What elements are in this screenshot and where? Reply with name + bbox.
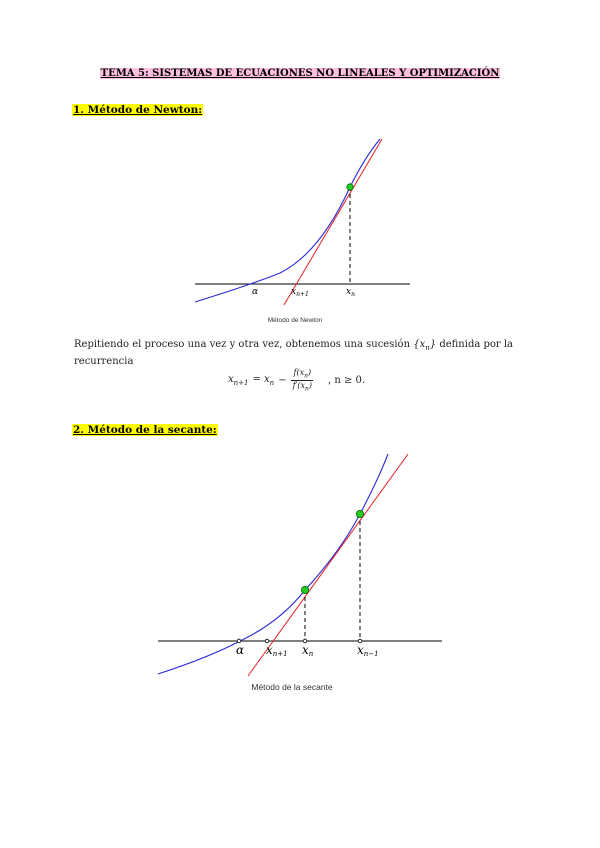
newton-label-alpha: α bbox=[252, 287, 259, 297]
newton-point bbox=[347, 184, 353, 190]
formula-numerator: $f(x_n)$ bbox=[293, 368, 312, 380]
newton-paragraph-set: $\{x_n\}$ bbox=[413, 339, 437, 352]
section-heading-newton-text: 1. Método de Newton: bbox=[73, 104, 203, 116]
newton-caption: Método de Newton bbox=[267, 317, 323, 324]
newton-paragraph bbox=[74, 338, 524, 368]
formula-denominator: $f'(x_n)$ bbox=[292, 380, 312, 393]
formula-fraction bbox=[291, 368, 314, 392]
page-title-text: TEMA 5: SISTEMAS DE ECUACIONES NO LINEALES Y OPTIMIZACIÓN bbox=[100, 68, 500, 79]
formula-lhs: $x_{n+1}$ bbox=[228, 373, 249, 387]
secante-caption: Método de la secante bbox=[251, 682, 333, 692]
newton-paragraph-text: Repitiendo el proceso una vez y otra vez, obtenemos una sucesión bbox=[74, 339, 411, 350]
formula-condition: , n ≥ 0. bbox=[328, 374, 366, 386]
secante-point-xn bbox=[301, 586, 308, 593]
page-title bbox=[0, 68, 600, 79]
newton-tangent-line bbox=[284, 139, 382, 305]
newton-curve bbox=[195, 139, 380, 302]
secante-figure bbox=[150, 452, 450, 702]
secante-label-xnext: xn+1 bbox=[266, 643, 288, 658]
newton-formula bbox=[228, 368, 365, 392]
section-heading-newton bbox=[72, 104, 203, 116]
section-heading-secante-text: 2. Método de la secante: bbox=[73, 424, 217, 436]
formula-eq: = $x_n$ bbox=[252, 373, 275, 387]
newton-paragraph-text2: definida por la recurrencia bbox=[74, 339, 514, 367]
section-heading-secante bbox=[72, 424, 218, 436]
newton-figure bbox=[190, 135, 420, 330]
secante-label-xprev: xn−1 bbox=[357, 643, 379, 658]
secante-label-alpha: α bbox=[236, 643, 245, 657]
newton-label-xnext: $x_{n+1}$ bbox=[291, 287, 309, 298]
formula-minus: − bbox=[278, 374, 287, 386]
newton-label-xcur: $x_n$ bbox=[346, 287, 355, 298]
secante-label-xn: xn bbox=[302, 643, 314, 658]
secante-point-xprev bbox=[356, 510, 363, 517]
